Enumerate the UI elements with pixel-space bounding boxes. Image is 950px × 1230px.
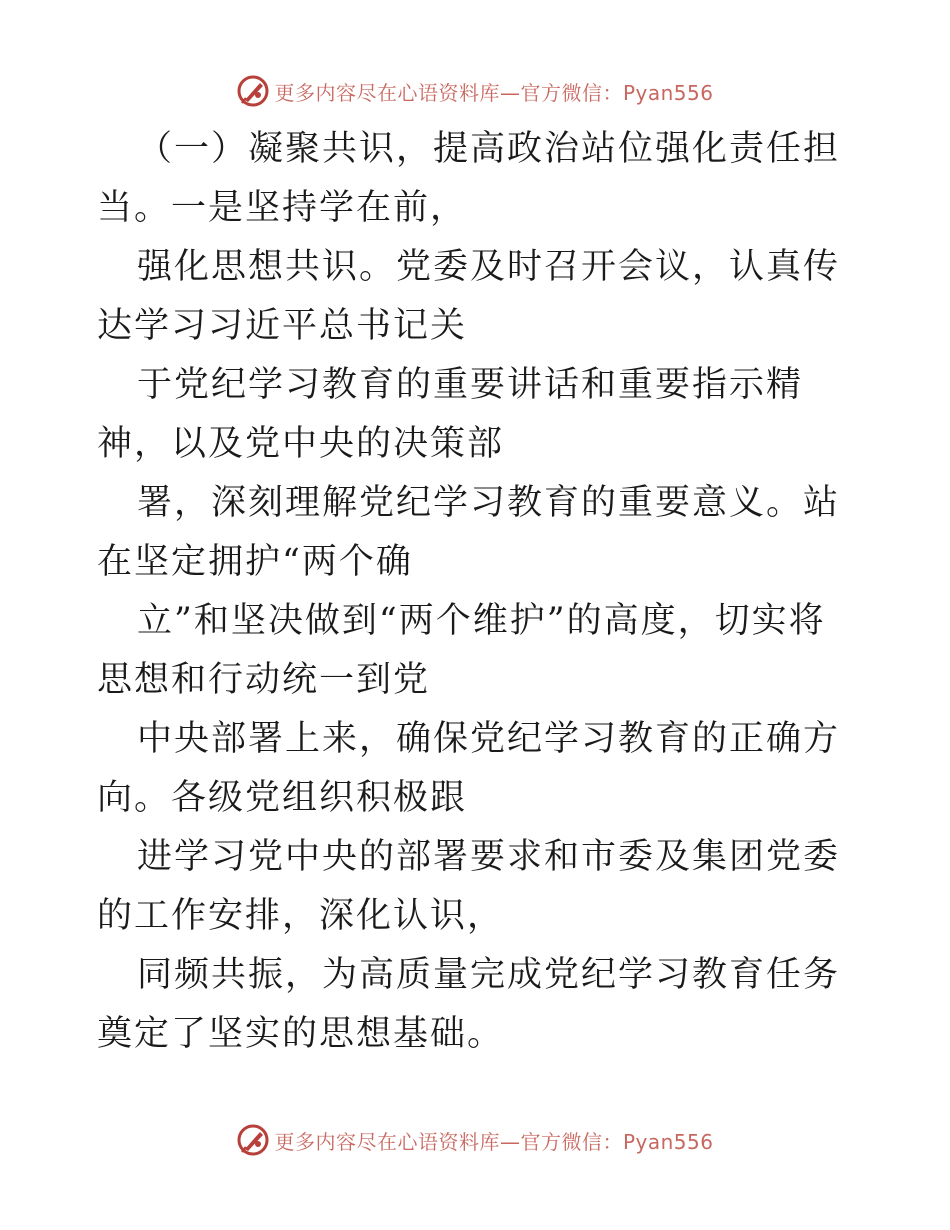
paragraph: 署，深刻理解党纪学习教育的重要意义。站在坚定拥护“两个确 [97, 483, 841, 582]
document-body [97, 120, 857, 1064]
paragraph: 于党纪学习教育的重要讲话和重要指示精神，以及党中央的决策部 [97, 365, 804, 464]
header-watermark [0, 71, 950, 111]
paragraph: 中央部署上来，确保党纪学习教育的正确方向。各级党组织积极跟 [97, 719, 841, 818]
quill-logo-icon [236, 1123, 270, 1157]
paragraph: 立”和坚决做到“两个维护”的高度，切实将思想和行动统一到党 [97, 601, 826, 700]
paragraph: （一）凝聚共识，提高政治站位强化责任担当。一是坚持学在前， [97, 129, 841, 228]
watermark-text: 更多内容尽在心语资料库—官方微信：Pyan556 [274, 80, 714, 105]
footer-watermark [0, 1120, 950, 1160]
paragraph: 进学习党中央的部署要求和市委及集团党委的工作安排，深化认识， [97, 837, 841, 936]
paragraph: 强化思想共识。党委及时召开会议，认真传达学习习近平总书记关 [97, 247, 841, 346]
paragraph: 同频共振，为高质量完成党纪学习教育任务奠定了坚实的思想基础。 [97, 955, 841, 1054]
quill-logo-icon [236, 74, 270, 108]
watermark-text: 更多内容尽在心语资料库—官方微信：Pyan556 [274, 1129, 714, 1154]
